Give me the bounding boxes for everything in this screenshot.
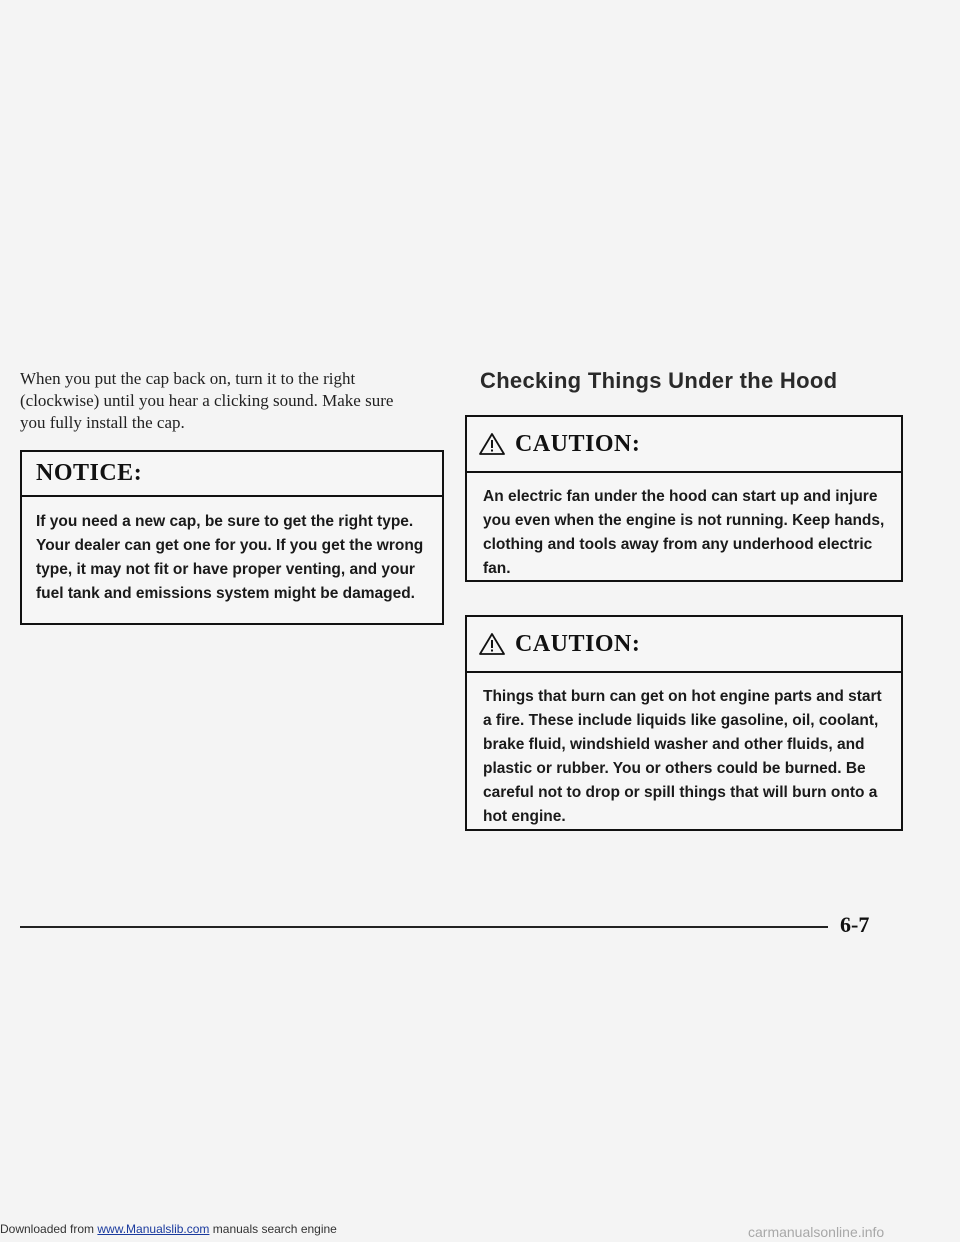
caution-box-fire (465, 615, 903, 831)
caution-body: Things that burn can get on hot engine parts and start a fire. These include liquids like gasoline, oil, coolant, brake fluid, windshield washer and other fluids, and plastic or rubber. You or others could be burned. Be careful not to drop or spill things that will burn onto a hot engine. (483, 688, 882, 825)
caution-header (467, 617, 901, 673)
download-prefix: Downloaded from (0, 1222, 98, 1236)
notice-box (20, 450, 444, 625)
download-banner (0, 1222, 337, 1242)
page-number: 6-7 (840, 912, 870, 937)
caution-box-fan (465, 415, 903, 582)
footer-rule (20, 926, 828, 928)
notice-title: NOTICE: (36, 460, 143, 486)
caution-header (467, 417, 901, 473)
watermark: carmanualsonline.info (748, 1224, 885, 1240)
download-suffix: manuals search engine (209, 1222, 337, 1236)
caution-body: An electric fan under the hood can start up and injure you even when the engine is not running. Keep hands, clothing and tools away from any underhood electric fan. (483, 488, 885, 577)
section-heading: Checking Things Under the Hood (480, 368, 838, 393)
caution-title: CAUTION: (515, 630, 641, 657)
intro-paragraph: When you put the cap back on, turn it to the right (clockwise) until you hear a clicking sound. Make sure you fully install the cap. (20, 369, 394, 432)
manualslib-link[interactable]: www.Manualslib.com (97, 1222, 210, 1236)
warning-triangle-icon (479, 632, 505, 656)
warning-triangle-icon (479, 432, 505, 456)
caution-title: CAUTION: (515, 430, 641, 457)
notice-body: If you need a new cap, be sure to get the right type. Your dealer can get one for you. If you get the wrong type, it may not fit or have proper venting, and your fuel tank and emissions system might be damaged. (36, 513, 424, 602)
notice-header (22, 452, 442, 497)
